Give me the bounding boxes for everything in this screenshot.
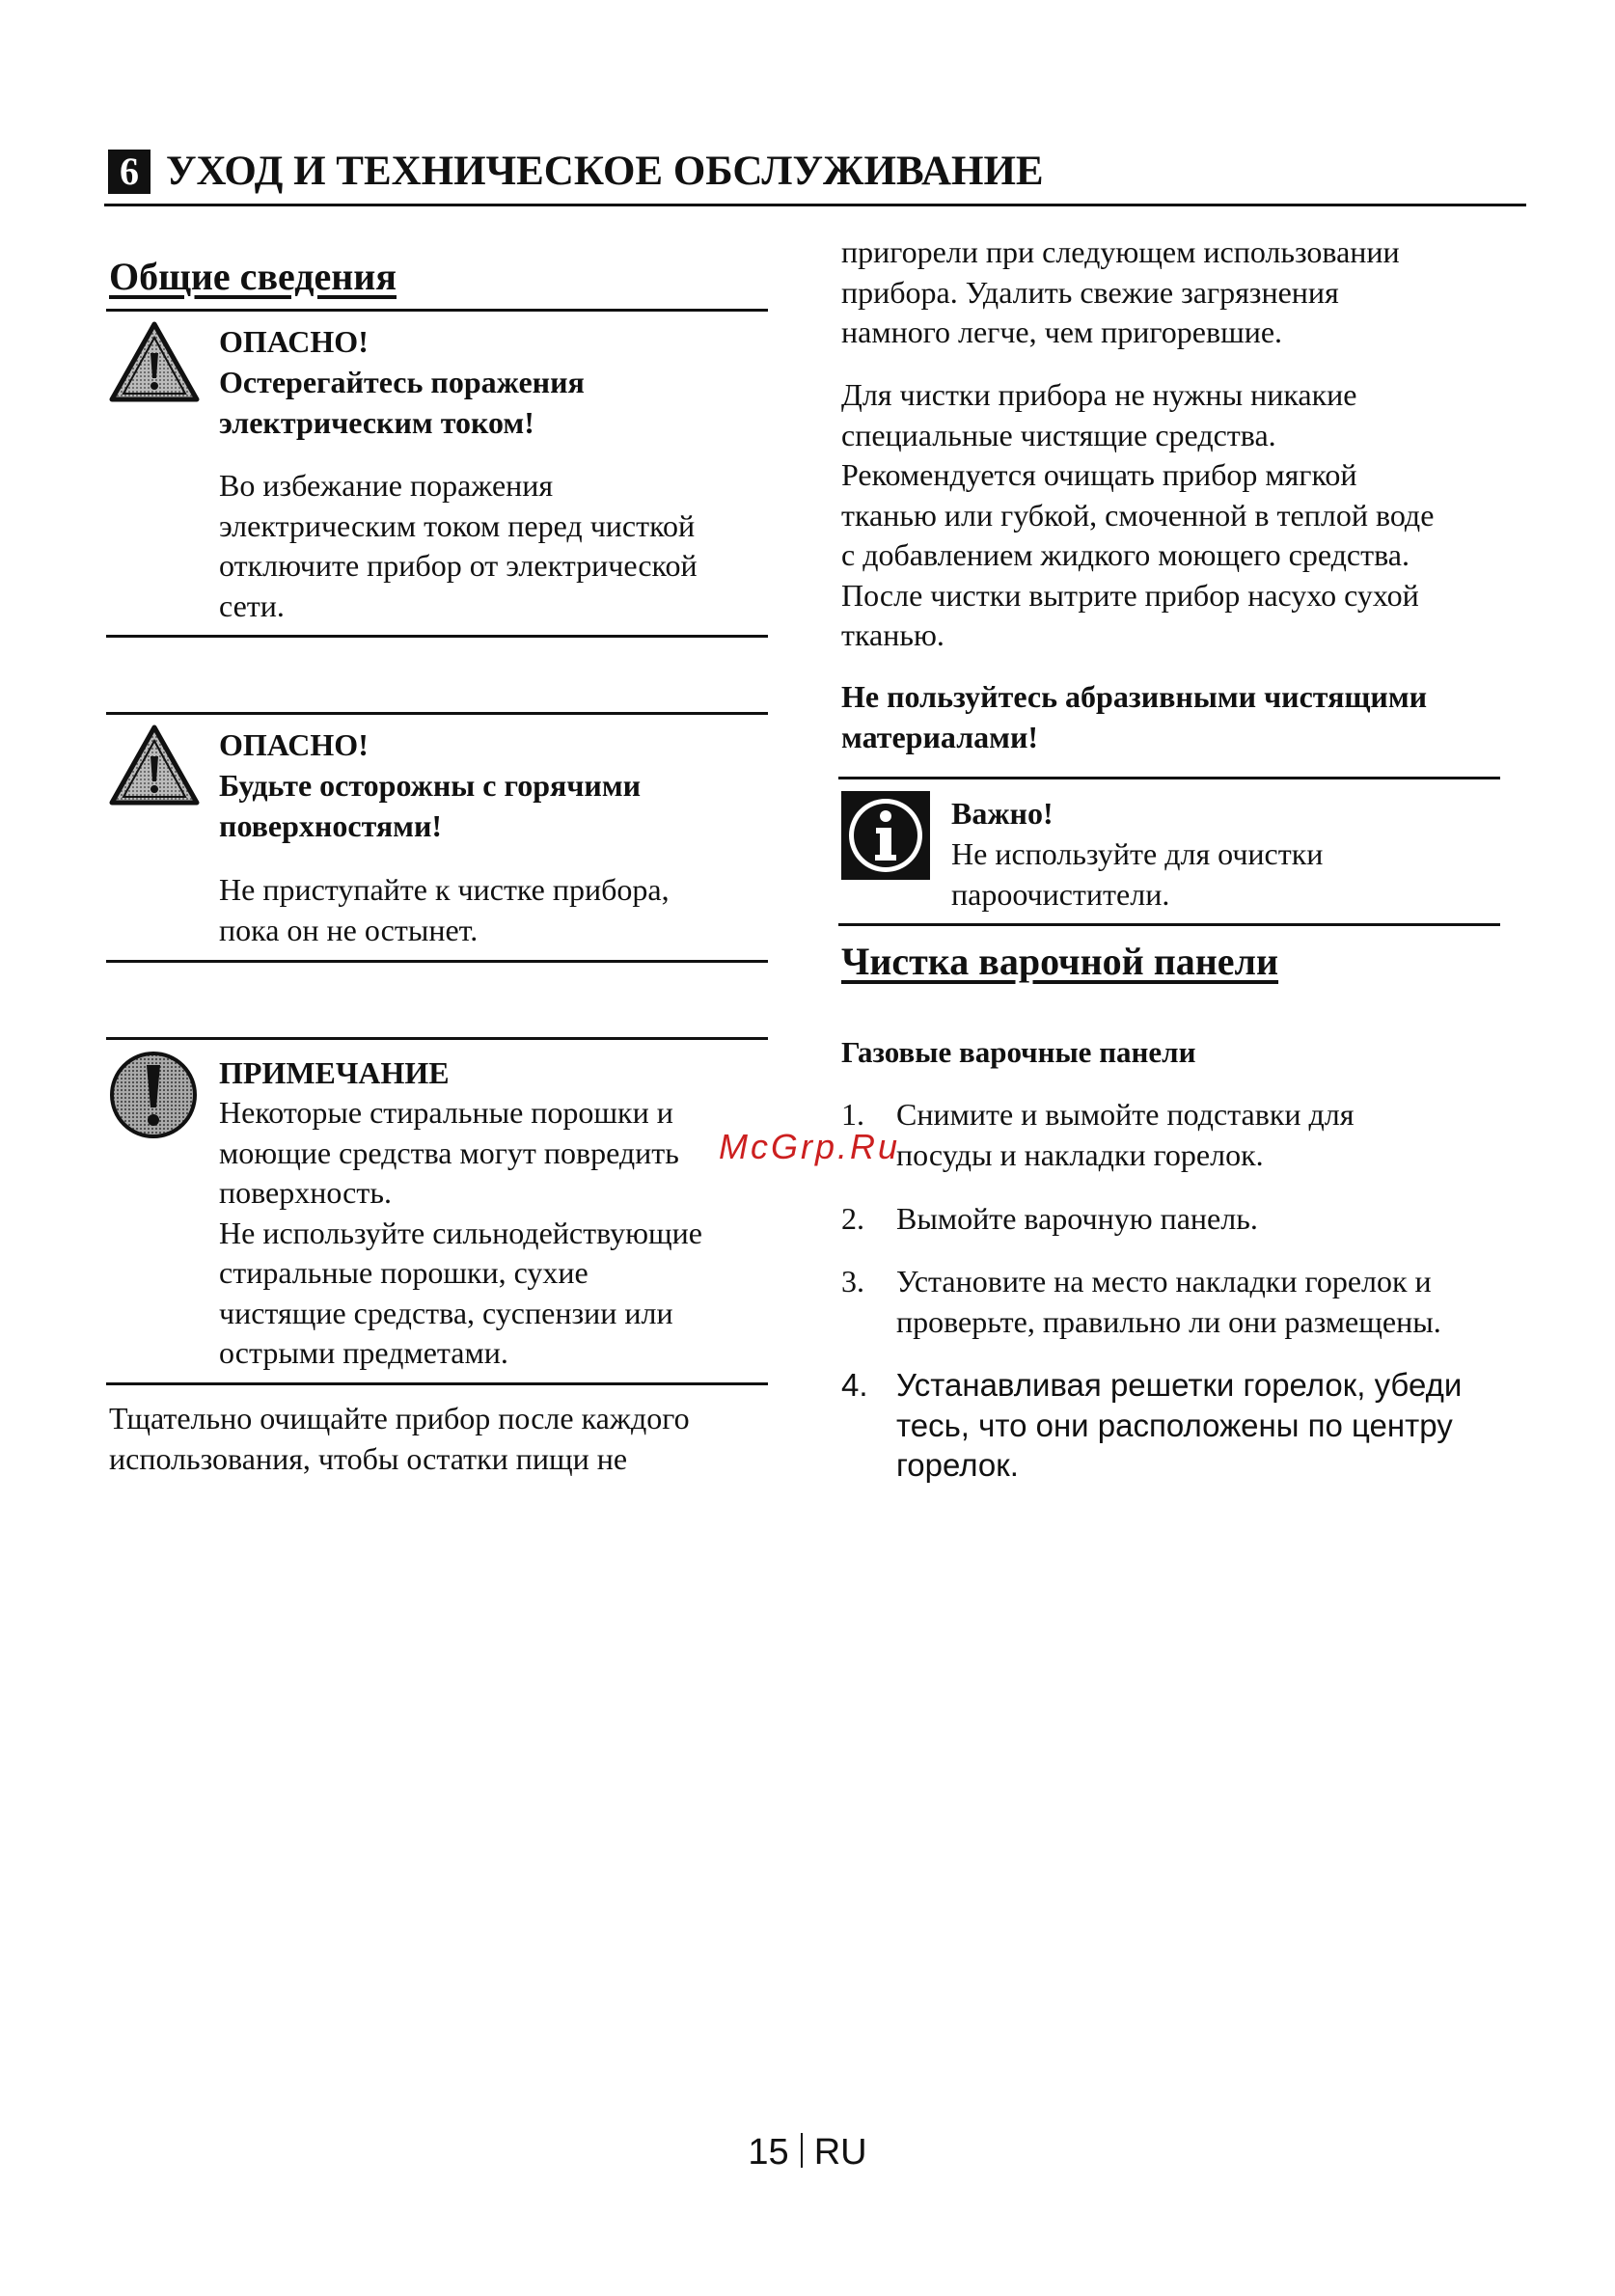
important-heading: Важно! <box>951 796 1054 831</box>
list-item: 4. Устанавливая решетки горелок, убеди тесь, что они расположены по центру горелок. <box>841 1367 1463 1483</box>
footer-separator <box>801 2133 803 2168</box>
chapter-number: 6 <box>108 150 151 194</box>
page-footer <box>0 2132 1615 2173</box>
divider <box>838 777 1500 779</box>
paragraph: Для чистки прибора не нужны никакие специальные чистящие средства. Рекомендуется очищать прибор мягкой тканью или губкой, смоченной в теплой воде с добавлением жидкого моющего средства. После чистки вытрите прибор насухо сухой тканью. <box>841 377 1435 652</box>
divider <box>106 1037 768 1040</box>
exclamation-circle-icon <box>108 1050 199 1140</box>
warning-subheading: Остерегайтесь поражения электрическим током! <box>219 365 585 440</box>
page-number: 15 <box>748 2132 789 2173</box>
language-code: RU <box>813 2132 867 2173</box>
note-body: Некоторые стиральные порошки и моющие средства могут повредить поверхность. Не используйте сильнодействующие стиральные порошки, сухие чистящие средства, суспензии или острыми предметами. <box>219 1095 702 1370</box>
important-body: Не используйте для очистки пароочистители. <box>951 836 1324 912</box>
list-item: 3. Установите на место накладки горелок и проверьте, правильно ли они размещены. <box>841 1264 1441 1339</box>
paragraph: пригорели при следующем использовании прибора. Удалить свежие загрязнения намного легче, чем пригоревшие. <box>841 234 1400 349</box>
list-item: 1. Снимите и вымойте подставки для посуды и накладки горелок. <box>841 1097 1355 1172</box>
chapter-title: УХОД И ТЕХНИЧЕСКОЕ ОБСЛУЖИВАНИЕ <box>166 149 1044 194</box>
info-icon <box>841 791 930 880</box>
divider <box>106 635 768 638</box>
section-title-hob-cleaning: Чистка варочной панели <box>841 940 1279 983</box>
warning-triangle-icon <box>108 724 201 806</box>
warning-heading: ОПАСНО! <box>219 324 369 359</box>
divider <box>106 1382 768 1385</box>
subsection-title: Газовые варочные панели <box>841 1035 1196 1069</box>
warning-triangle-icon <box>108 320 201 403</box>
header-divider <box>104 204 1526 206</box>
divider <box>106 712 768 715</box>
divider <box>106 960 768 963</box>
warning-subheading: Будьте осторожны с горячими поверхностями! <box>219 768 642 843</box>
paragraph: Тщательно очищайте прибор после каждого использования, чтобы остатки пищи не <box>109 1401 690 1476</box>
note-heading: ПРИМЕЧАНИЕ <box>219 1055 450 1090</box>
list-item: 2. Вымойте варочную панель. <box>841 1201 1258 1236</box>
warning-body: Во избежание поражения электрическим током перед чисткой отключите прибор от электрической сети. <box>219 468 698 623</box>
watermark: McGrp.Ru <box>719 1127 901 1166</box>
warning-heading: ОПАСНО! <box>219 727 369 762</box>
warning-body: Не приступайте к чистке прибора, пока он не остынет. <box>219 872 670 947</box>
abrasive-warning: Не пользуйтесь абразивными чистящими материалами! <box>841 679 1428 754</box>
divider <box>106 309 768 312</box>
section-title-general: Общие сведения <box>109 255 397 298</box>
divider <box>838 923 1500 926</box>
